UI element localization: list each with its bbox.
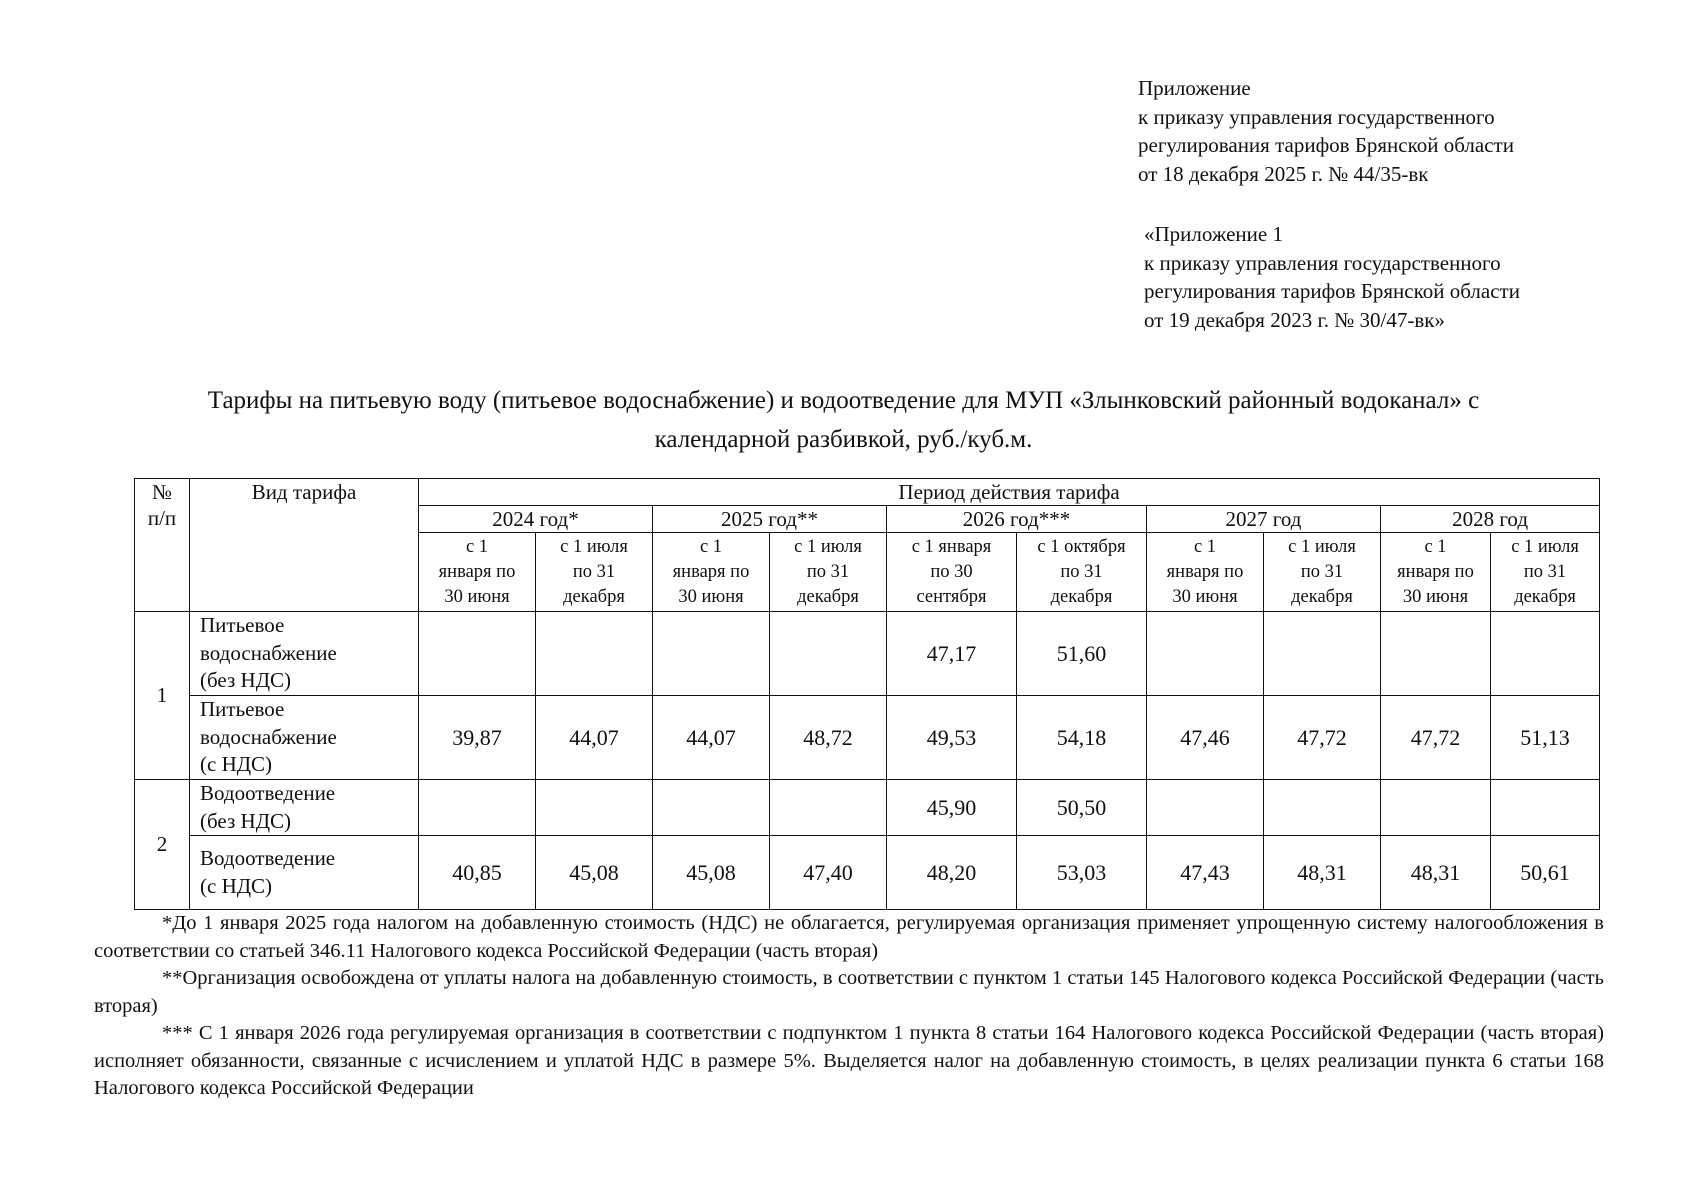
tariff-value — [653, 612, 770, 696]
tariff-value — [1381, 612, 1491, 696]
tariff-value: 49,53 — [887, 696, 1017, 780]
header-subperiod: с 1 июля по 31 декабря — [1264, 533, 1381, 612]
footnote: *** С 1 января 2026 года регулируемая организация в соответствии с подпунктом 1 пункта 8 статьи 164 Налогового кодекса Российской Федерации (часть вторая) исполняет обязанности, связанные с исчислением и уплатой НДС в размере 5%. Выделяется налог на добавленную стоимость, в целях реализации пункта 6 статьи 168 Налогового кодекса Российской Федерации — [94, 1022, 1604, 1099]
title-line-1: Тарифы на питьевую воду (питьевое водоснабжение) и водоотведение для МУП «Злынковский районный водоканал» с — [207, 387, 1480, 414]
tariff-name: Водоотведение (без НДС) — [190, 780, 419, 836]
header-subperiod: с 1 июля по 31 декабря — [770, 533, 887, 612]
tariff-name: Питьевое водоснабжение (с НДС) — [190, 696, 419, 780]
table-row — [135, 612, 1600, 696]
tariff-name: Питьевое водоснабжение (без НДС) — [190, 612, 419, 696]
tariff-value: 48,20 — [887, 836, 1017, 910]
tariff-value — [653, 780, 770, 836]
tariff-table — [134, 478, 1600, 910]
tariff-value: 48,31 — [1264, 836, 1381, 910]
tariff-value: 51,13 — [1491, 696, 1600, 780]
row-number: 1 — [135, 612, 190, 780]
header-year: 2026 год*** — [887, 506, 1147, 533]
header-period: Период действия тарифа — [419, 479, 1600, 506]
table-row — [135, 836, 1600, 910]
table-row — [135, 780, 1600, 836]
tariff-value — [419, 780, 536, 836]
appendix-line: к приказу управления государственного — [1144, 250, 1501, 275]
tariff-value: 45,90 — [887, 780, 1017, 836]
appendix-line: Приложение — [1138, 76, 1251, 100]
tariff-value — [419, 612, 536, 696]
header-subperiod: с 1 июля по 31 декабря — [1491, 533, 1600, 612]
tariff-value — [770, 780, 887, 836]
tariff-value: 48,31 — [1381, 836, 1491, 910]
tariff-value: 47,72 — [1381, 696, 1491, 780]
header-subperiod: с 1 января по 30 июня — [419, 533, 536, 612]
tariff-value: 50,50 — [1017, 780, 1147, 836]
tariff-value: 47,17 — [887, 612, 1017, 696]
header-subperiod: с 1 января по 30 июня — [653, 533, 770, 612]
tariff-value: 47,46 — [1147, 696, 1264, 780]
tariff-value: 45,08 — [653, 836, 770, 910]
appendix-line: к приказу управления государственного — [1138, 104, 1495, 129]
header-year: 2027 год — [1147, 506, 1381, 533]
header-subperiod: с 1 января по 30 июня — [1147, 533, 1264, 612]
tariff-value: 39,87 — [419, 696, 536, 780]
header-year: 2028 год — [1381, 506, 1600, 533]
tariff-value — [1264, 612, 1381, 696]
tariff-value: 48,72 — [770, 696, 887, 780]
footnote: **Организация освобождена от уплаты налога на добавленную стоимость, в соответствии с пунктом 1 статьи 145 Налогового кодекса Российской Федерации (часть вторая) — [94, 967, 1604, 1017]
tariff-value — [1491, 612, 1600, 696]
document-title — [100, 381, 1587, 459]
header-year: 2025 год** — [653, 506, 887, 533]
tariff-value — [1147, 780, 1264, 836]
tariff-value: 53,03 — [1017, 836, 1147, 910]
tariff-value — [1264, 780, 1381, 836]
appendix-line: от 18 декабря 2025 г. № 44/35-вк — [1138, 161, 1429, 186]
appendix-header-original — [1144, 220, 1520, 334]
header-row-period — [135, 479, 1600, 506]
header-year: 2024 год* — [419, 506, 653, 533]
header-subperiod: с 1 октября по 31 декабря — [1017, 533, 1147, 612]
header-tariff-type: Вид тарифа — [190, 479, 419, 612]
header-num-line: п/п — [147, 506, 177, 530]
appendix-line: от 19 декабря 2023 г. № 30/47-вк» — [1144, 307, 1445, 332]
header-num — [135, 479, 190, 612]
appendix-line: регулирования тарифов Брянской области — [1138, 133, 1514, 157]
tariff-value — [770, 612, 887, 696]
tariff-value: 47,72 — [1264, 696, 1381, 780]
appendix-line: «Приложение 1 — [1144, 222, 1283, 246]
title-line-2: календарной разбивкой, руб./куб.м. — [654, 426, 1033, 453]
tariff-value: 44,07 — [536, 696, 653, 780]
row-number: 2 — [135, 780, 190, 910]
footnotes — [94, 910, 1604, 1103]
header-subperiod: с 1 января по 30 сентября — [887, 533, 1017, 612]
appendix-line: регулирования тарифов Брянской области — [1144, 279, 1520, 303]
tariff-name: Водоотведение (с НДС) — [190, 836, 419, 910]
tariff-value — [1147, 612, 1264, 696]
tariff-value — [536, 612, 653, 696]
appendix-header-current — [1138, 74, 1514, 188]
tariff-value — [1491, 780, 1600, 836]
table-row — [135, 696, 1600, 780]
header-subperiod: с 1 января по 30 июня — [1381, 533, 1491, 612]
tariff-value: 40,85 — [419, 836, 536, 910]
tariff-value: 54,18 — [1017, 696, 1147, 780]
tariff-value: 44,07 — [653, 696, 770, 780]
footnote: *До 1 января 2025 года налогом на добавленную стоимость (НДС) не облагается, регулируемая организация применяет упрощенную систему налогообложения в соответствии со статьей 346.11 Налогового кодекса Российской Федерации (часть вторая) — [94, 912, 1604, 962]
tariff-value — [536, 780, 653, 836]
tariff-value: 51,60 — [1017, 612, 1147, 696]
tariff-value: 50,61 — [1491, 836, 1600, 910]
tariff-value: 47,40 — [770, 836, 887, 910]
header-subperiod: с 1 июля по 31 декабря — [536, 533, 653, 612]
tariff-value: 47,43 — [1147, 836, 1264, 910]
tariff-value: 45,08 — [536, 836, 653, 910]
header-num-line: № — [151, 480, 173, 504]
tariff-value — [1381, 780, 1491, 836]
